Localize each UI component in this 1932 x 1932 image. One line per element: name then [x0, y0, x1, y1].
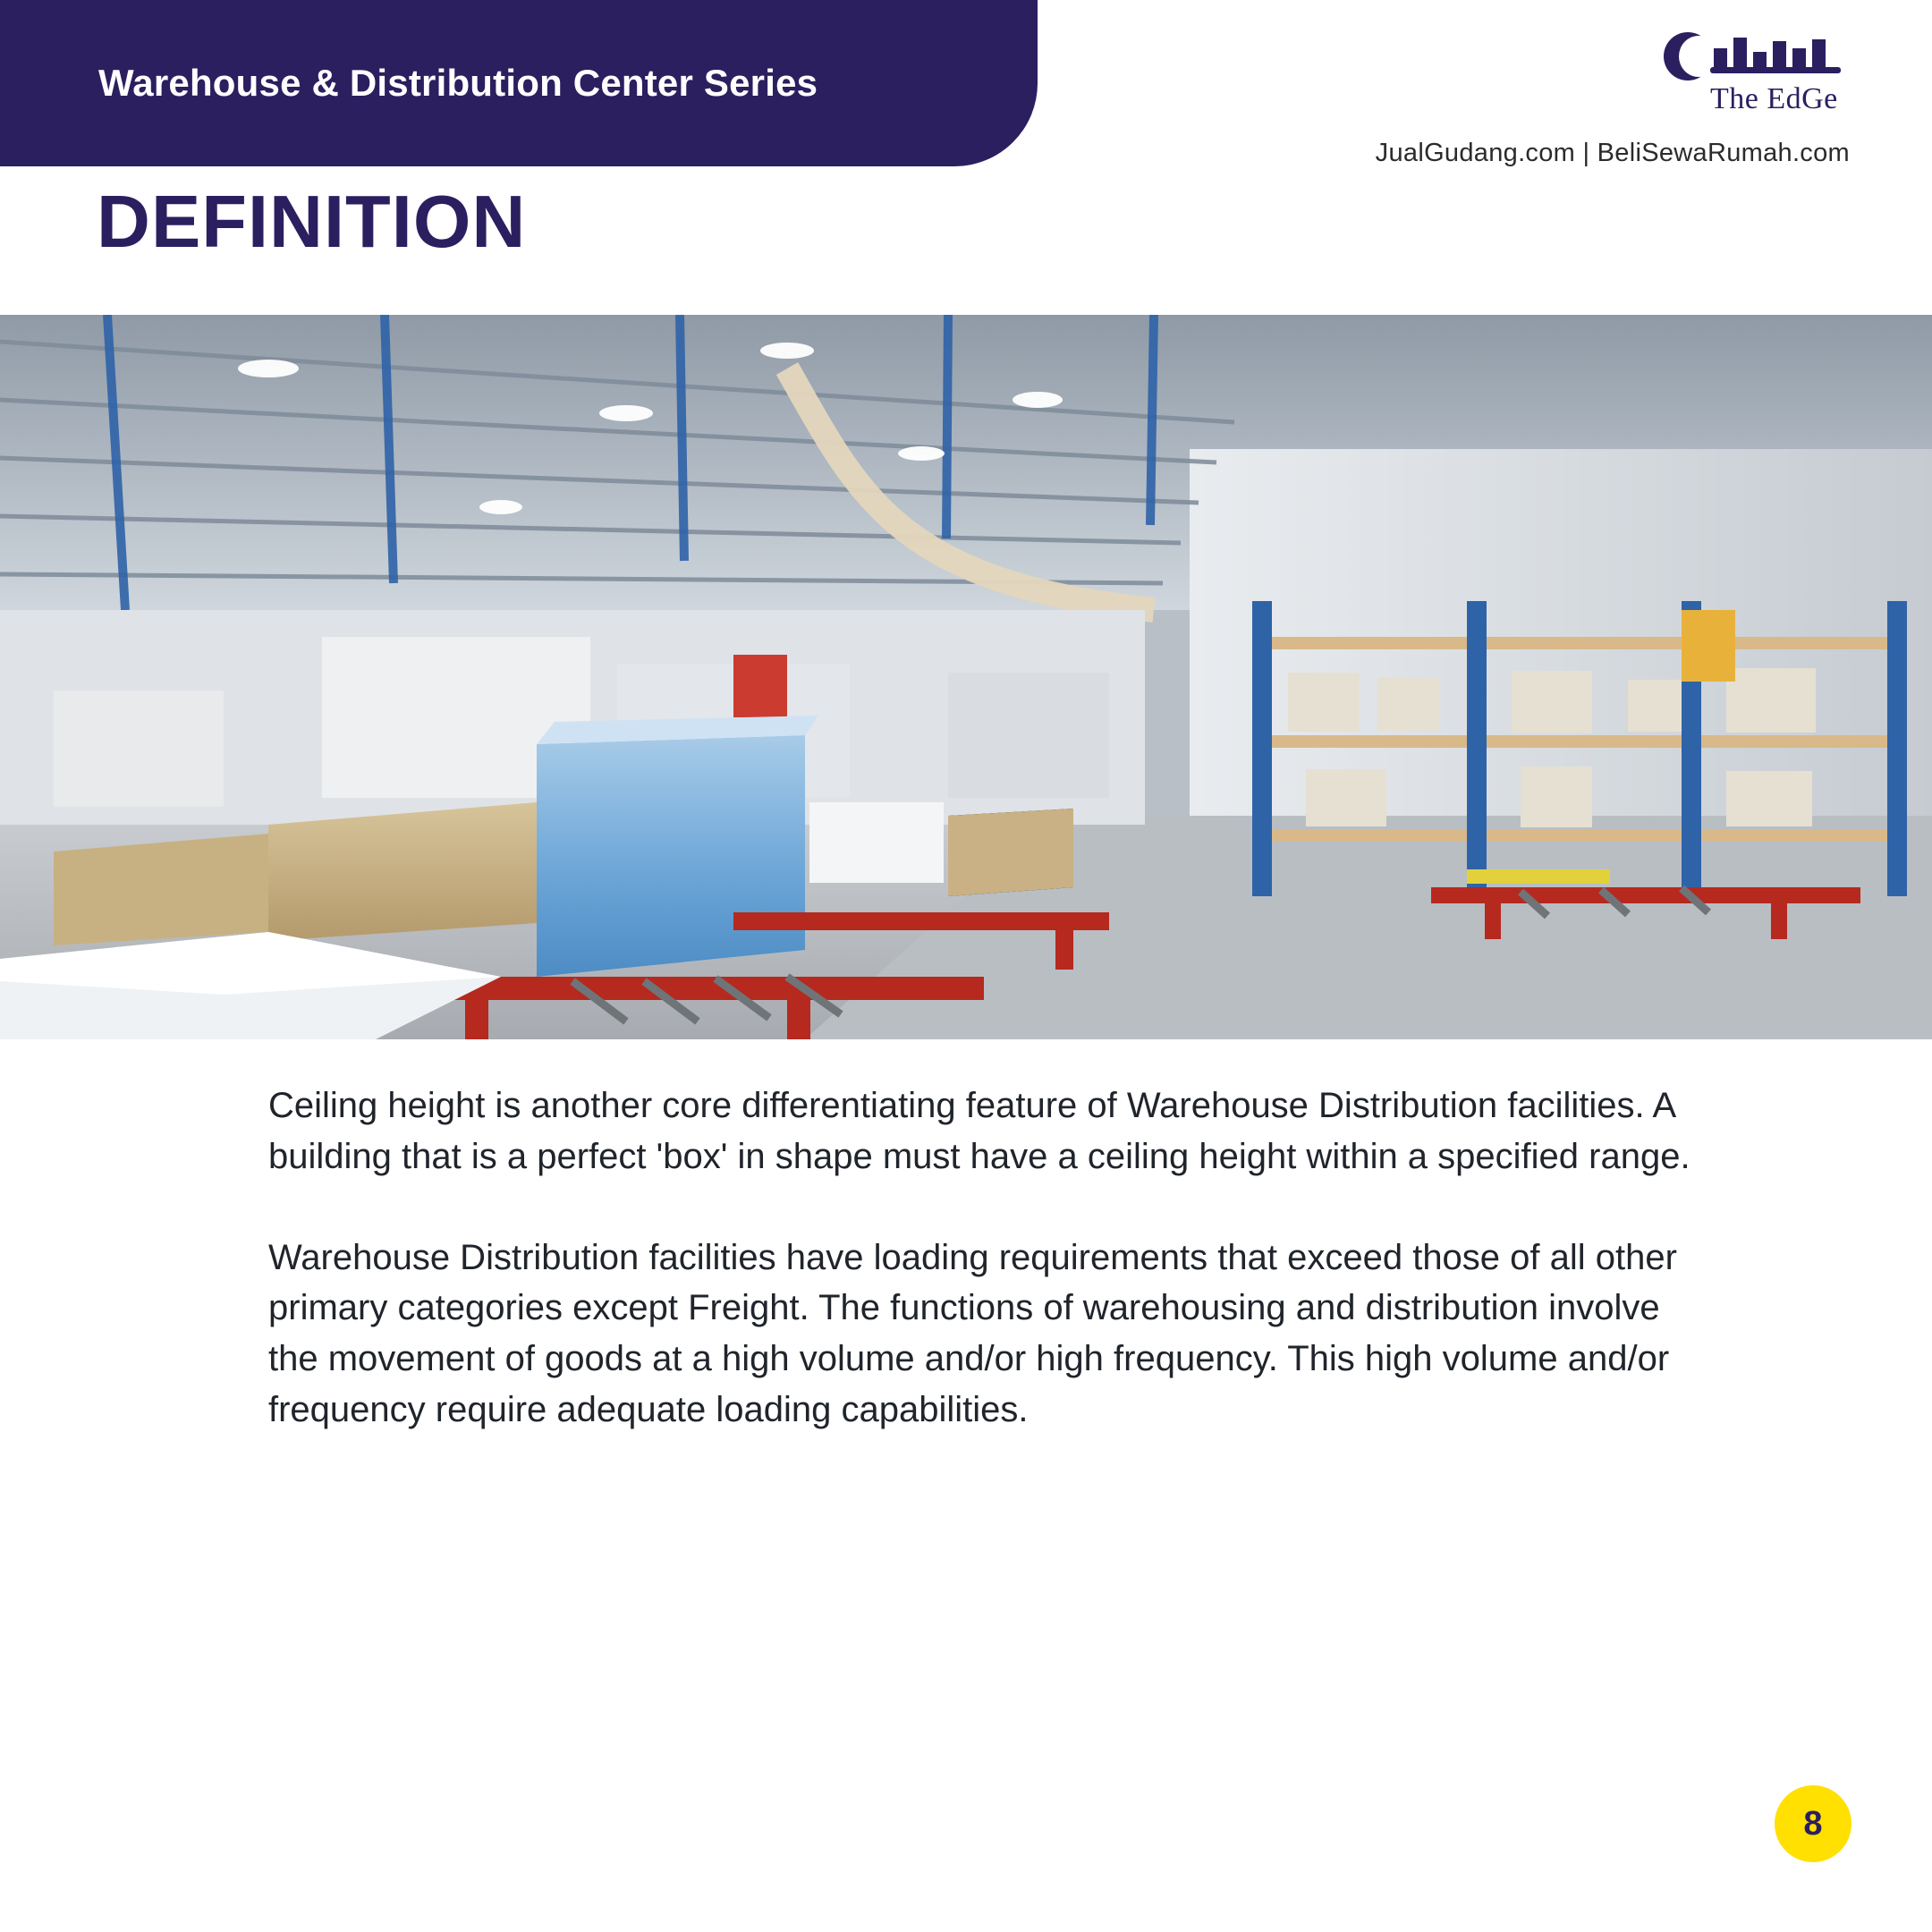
brand-name: The EdGe: [1710, 82, 1838, 115]
page-number-badge: 8: [1775, 1785, 1852, 1862]
hero-image: [0, 315, 1932, 1039]
skyline-icon: [1710, 30, 1841, 77]
paragraph-2: Warehouse Distribution facilities have loading requirements that exceed those of all other primary categories except Freight. The functions of warehousing and distribution involve the movement of goods at a high volume and/or high frequency. This high volume and/or frequency require adequate loading capabilities.: [268, 1237, 1677, 1429]
series-title: Warehouse & Distribution Center Series: [98, 62, 818, 104]
brand-websites: JualGudang.com | BeliSewaRumah.com: [1375, 139, 1850, 167]
moon-icon: [1664, 32, 1712, 80]
paragraph-1: Ceiling height is another core differentiating feature of Warehouse Distribution facilities. A building that is a perfect 'box' in shape must have a ceiling height within a specified range.: [268, 1086, 1690, 1176]
page-title: DEFINITION: [97, 180, 527, 263]
header-band: [0, 0, 1038, 166]
body-copy: [268, 1080, 1699, 1436]
brand-logo: [1644, 27, 1850, 125]
